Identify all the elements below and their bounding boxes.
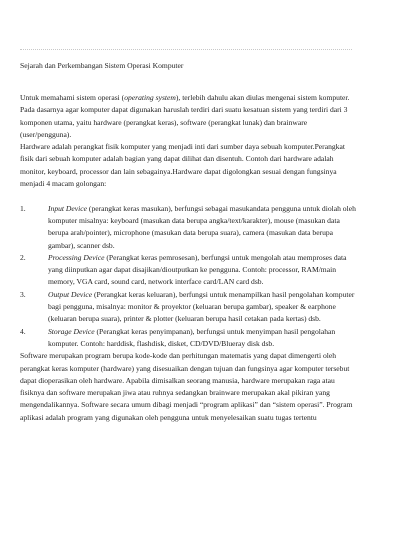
intro-paragraph bbox=[20, 92, 360, 141]
list-item bbox=[20, 289, 360, 326]
top-divider bbox=[20, 49, 352, 50]
list-item bbox=[20, 326, 360, 351]
list-number: 2. bbox=[20, 252, 26, 262]
intro-text-pre: Untuk memahami sistem operasi ( bbox=[20, 93, 125, 102]
list-text: (Perangkat keras keluaran), berfungsi untuk menampilkan hasil pengolahan komputer bagi pengguna, misalnya: monitor & proyektor (keluaran berupa gambar), speaker & earphone (keluaran berupa suara), printer & plotter (keluaran berupa hasil cetakan pada kertas) dsb. bbox=[48, 289, 355, 324]
list-text: (Perangkat keras pemrosesan), berfungsi untuk mengolah atau memproses data yang diinputkan agar dapat disajikan/dioutputkan ke pengguna. Contoh: processor, RAM/main memory, VGA card, sound card, network interface card/LAN card dsb. bbox=[48, 252, 347, 287]
list-text: (Perangkat keras penyimpanan), berfungsi untuk menyimpan hasil pengolahan komputer. Contoh: harddisk, flashdisk, disket, CD/DVD/Blueray disk dsb. bbox=[48, 326, 336, 348]
list-term: Storage Device bbox=[48, 326, 95, 336]
document-body bbox=[20, 92, 360, 424]
list-item bbox=[20, 252, 360, 289]
list-item bbox=[20, 203, 360, 252]
list-number: 4. bbox=[20, 326, 26, 336]
paragraph-gap bbox=[20, 190, 360, 202]
hardware-types-list bbox=[20, 203, 360, 351]
list-number: 3. bbox=[20, 289, 26, 299]
list-term: Input Device bbox=[48, 203, 88, 213]
document-title: Sejarah dan Perkembangan Sistem Operasi Komputer bbox=[20, 61, 184, 70]
software-paragraph: Software merupakan program berupa kode-kode dan perhitungan matematis yang dapat dimengerti oleh perangkat keras komputer (hardware) yang disesuaikan dengan tujuan dan fungsinya agar komputer tersebut dapat dioperasikan oleh hardware. Apabila dimisalkan seorang manusia, hardware merupakan raga atau fisiknya dan software merupakan jiwa atau ruhnya sedangkan brainware merupakan akal pikiran yang mengendalikannya. Software secara umum dibagi menjadi “program aplikasi” dan “sistem operasi”. Program aplikasi adalah program yang digunakan oleh pengguna untuk menyelesaikan suatu tugas tertentu bbox=[20, 351, 353, 422]
list-term: Output Device bbox=[48, 289, 93, 299]
list-number: 1. bbox=[20, 203, 26, 213]
list-text: (perangkat keras masukan), berfungsi sebagai masukandata pengguna untuk diolah oleh komputer misalnya: keyboard (masukan data berupa angka/text/karakter), mouse (masukan data berupa arah/pointer), microphone (masukan data berupa suara), camera (masukan data berupa gambar), scanner dsb. bbox=[48, 203, 356, 250]
list-term: Processing Device bbox=[48, 252, 105, 262]
hardware-paragraph: Hardware adalah perangkat fisik komputer yang menjadi inti dari sumber daya sebuah komputer.Perangkat fisik dari sebuah komputer adalah bagian yang dapat dilihat dan disentuh. Contoh dari hardware adalah monitor, keyboard, processor dan lain sebagainya.Hardware dapat digolongkan sesuai dengan fungsinya menjadi 4 macam golongan: bbox=[20, 142, 345, 189]
intro-text-post: ), terlebih dahulu akan diulas mengenai sistem komputer. Pada dasarnya agar komputer dapat digunakan haruslah terdiri dari suatu kesatuan sistem yang terdiri dari 3 komponen utama, yaitu hardware (perangkat keras), software (perangkat lunak) dan brainware (user/pengguna). bbox=[20, 93, 350, 139]
intro-term: operating system bbox=[124, 93, 176, 102]
